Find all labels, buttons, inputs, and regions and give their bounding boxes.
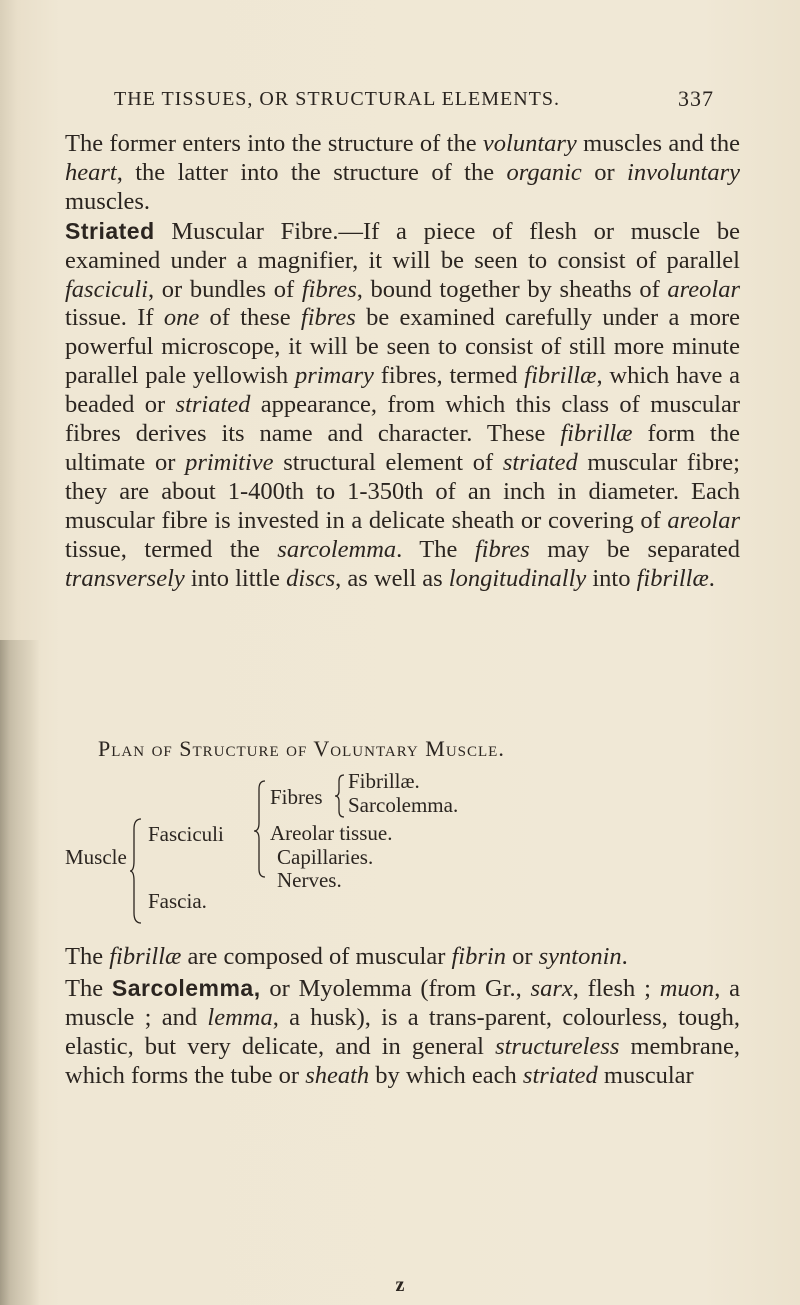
fibres-brace [334,773,346,819]
emphasis-heart: heart [65,158,117,186]
emphasis: areolar [667,275,740,303]
text-run: , as well as [335,564,449,592]
emphasis: striated [502,448,578,476]
emphasis-organic: organic [506,158,582,186]
header-title: THE TISSUES, OR STRUCTURAL ELEMENTS. [114,88,561,110]
emphasis: discs [286,564,336,592]
diagram-fasciculi: Fasciculi [148,822,224,846]
text-run: Muscular Fibre.—If a piece of flesh or muscle be examined under a magnifier, it will be seen to consist of parallel [65,217,740,274]
emphasis: fibrillæ [109,943,182,970]
structure-diagram [65,769,745,925]
emphasis: syntonin [538,943,622,970]
muscle-brace [129,817,143,925]
emphasis: fibres [300,304,356,332]
text-run: tissue, termed the [65,535,278,563]
paragraph-3 [65,943,740,972]
text-run: , or bundles of [148,275,302,303]
text-run: into little [184,564,287,592]
main-text [65,130,740,594]
emphasis: fibrillæ [524,362,597,390]
diagram-fibres: Fibres [270,785,323,809]
text-run: membrane, which forms the tube or [65,1032,740,1089]
emphasis: sarcolemma [277,535,397,563]
text-run: . The [396,535,475,563]
text-run: by which each [369,1061,523,1089]
text-run: be examined carefully under a more powerful microscope, it will be seen to consist of still more minute parallel pale yellowish [65,304,741,390]
emphasis: sarx [530,974,573,1002]
text-run: or [505,943,539,970]
emphasis-involuntary: involuntary [627,158,740,186]
diagram-nerves: Nerves. [277,868,342,892]
text-run: muscles. [65,187,151,215]
text-run: may be separated [529,535,740,563]
text-run: muscular fibre; they are about 1-400th to 1-350th of an inch in diameter. Each muscular fibre is invested in a delicate sheath or covering of [65,448,740,534]
fasciculi-brace [253,779,267,879]
text-run: The former enters into the structure of the [65,130,483,157]
diagram-areolar: Areolar tissue. [270,821,393,845]
emphasis: one [163,304,200,332]
emphasis: striated [522,1061,598,1089]
text-run: . [621,943,628,970]
diagram-fibrillae: Fibrillæ. [348,769,420,793]
emphasis: fibrin [451,943,506,970]
emphasis: structureless [495,1032,620,1060]
emphasis: areolar [667,506,740,534]
emphasis: striated [175,391,251,419]
binding-shadow [0,640,40,1305]
paragraph-2 [65,217,740,594]
paragraph-4 [65,974,740,1091]
plan-heading: Plan of Structure of Voluntary Muscle. [98,736,505,761]
run-in-heading: Striated [65,217,155,244]
emphasis: fibres [301,275,357,303]
text-run: The [65,943,110,970]
emphasis: transversely [65,564,185,592]
text-run: structural element of [273,448,503,476]
text-run: into [586,564,637,592]
text-run: muscular [597,1061,694,1089]
diagram-sarcolemma: Sarcolemma. [348,793,459,817]
emphasis: primitive [185,448,274,476]
diagram-muscle: Muscle [65,845,127,869]
text-run: muscles and the [576,130,740,157]
text-run: , the latter into the structure of the [116,158,507,186]
text-run: , which have a beaded or [65,362,741,419]
page-number: 337 [678,86,714,111]
emphasis: sheath [305,1061,370,1089]
text-run: , flesh ; [572,974,660,1002]
text-run: fibres, termed [373,362,525,390]
emphasis: fibres [474,535,530,563]
text-run: , bound together by sheaths of [356,275,668,303]
text-run: The [65,974,112,1002]
paragraph-1 [65,130,740,217]
emphasis: muon [659,974,715,1002]
diagram-capillaries: Capillaries. [277,845,374,869]
text-run: or [581,158,628,186]
text-run: , a muscle ; and [65,974,740,1031]
text-run: tissue. If [65,304,164,332]
emphasis-voluntary: voluntary [482,130,577,157]
emphasis: lemma [207,1003,273,1031]
text-run: or Myolemma (from Gr., [260,974,531,1002]
emphasis: longitudinally [448,564,587,592]
emphasis: fibrillæ [560,420,633,448]
run-in-heading: Sarcolemma, [111,974,261,1001]
signature-mark: z [395,1274,405,1296]
running-header [114,88,714,111]
emphasis: fibrillæ [636,564,709,592]
text-run: appearance, from which this class of muscular fibres derives its name and character. These [65,391,740,448]
text-run: of these [199,304,301,332]
main-text-continued [65,943,740,1091]
emphasis: fasciculi [65,275,149,303]
text-run: , a husk), is a trans-parent, colourless, tough, elastic, but very delicate, and in general [65,1003,740,1060]
text-run: . [708,564,715,592]
text-run: form the ultimate or [65,420,740,476]
diagram-fascia: Fascia. [148,889,207,913]
emphasis: primary [294,362,374,390]
text-run: are composed of muscular [181,943,452,970]
